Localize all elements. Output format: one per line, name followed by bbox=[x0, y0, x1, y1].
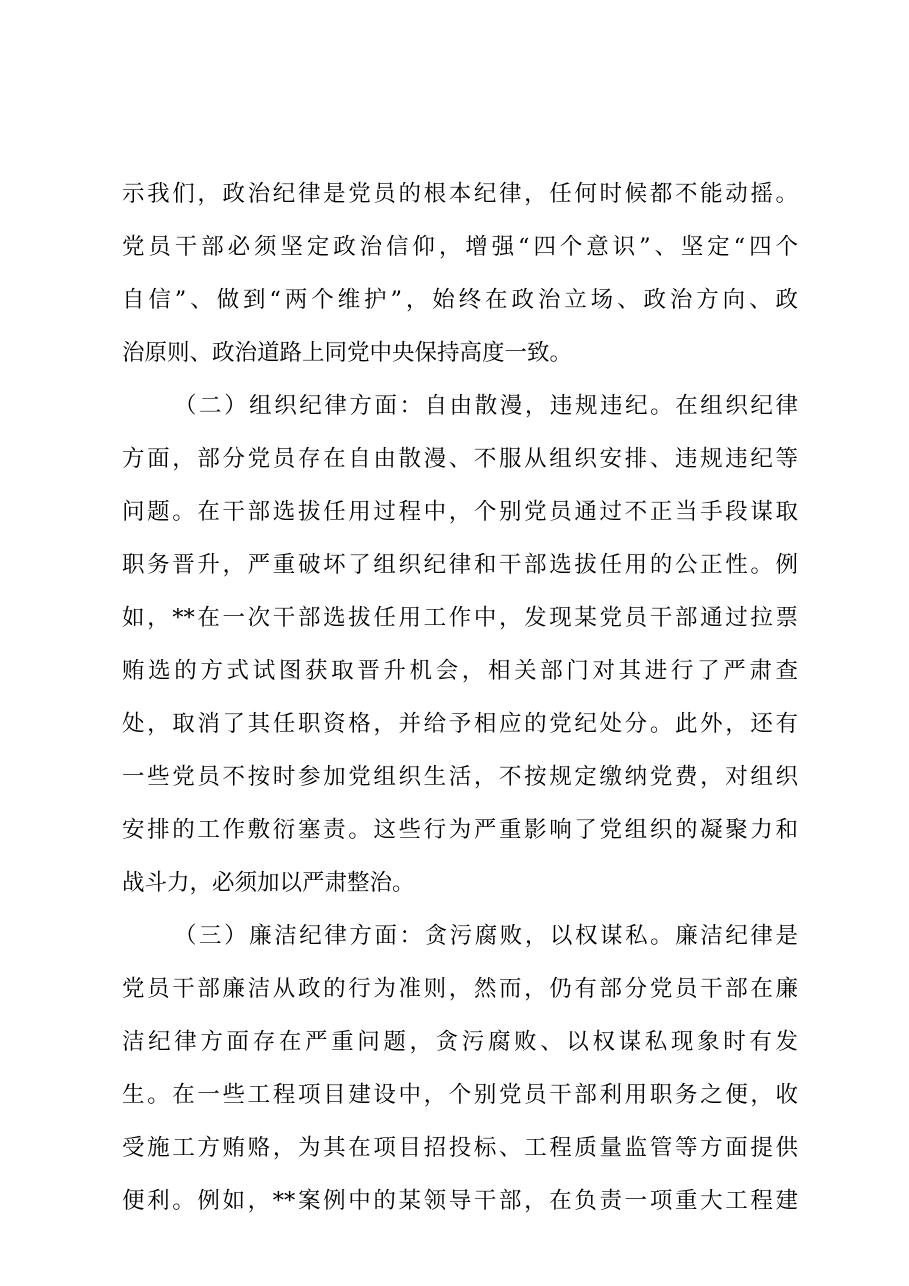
text-line: 生。在一些工程项目建设中，个别党员干部利用职务之便，收 bbox=[122, 1082, 798, 1108]
text-line: 处，取消了其任职资格，并给予相应的党纪处分。此外，还有 bbox=[122, 711, 798, 737]
text-line: 党员干部廉洁从政的行为准则，然而，仍有部分党员干部在廉 bbox=[122, 976, 798, 1002]
text-line: 战斗力，必须加以严肃整治。 bbox=[122, 870, 415, 896]
text-line: 示我们，政治纪律是党员的根本纪律，任何时候都不能动摇。 bbox=[122, 181, 798, 207]
text-line: 如，**在一次干部选拔任用工作中，发现某党员干部通过拉票 bbox=[122, 605, 798, 631]
text-line: 问题。在干部选拔任用过程中，个别党员通过不正当手段谋取 bbox=[122, 499, 798, 525]
text-line: 安排的工作敷衍塞责。这些行为严重影响了党组织的凝聚力和 bbox=[122, 817, 798, 843]
text-line: 职务晋升，严重破坏了组织纪律和干部选拔任用的公正性。例 bbox=[122, 552, 798, 578]
text-line: 洁纪律方面存在严重问题，贪污腐败、以权谋私现象时有发 bbox=[122, 1029, 798, 1055]
text-line: 便利。例如，**案例中的某领导干部，在负责一项重大工程建 bbox=[122, 1188, 798, 1214]
text-line: 一些党员不按时参加党组织生活，不按规定缴纳党费，对组织 bbox=[122, 764, 798, 790]
text-line: （三）廉洁纪律方面：贪污腐败，以权谋私。廉洁纪律是 bbox=[174, 923, 798, 949]
text-line: 受施工方贿赂，为其在项目招投标、工程质量监管等方面提供 bbox=[122, 1135, 798, 1161]
text-line: 自信”、做到“两个维护”，始终在政治立场、政治方向、政 bbox=[122, 287, 798, 313]
text-line: 治原则、政治道路上同党中央保持高度一致。 bbox=[122, 340, 573, 366]
text-line: 方面，部分党员存在自由散漫、不服从组织安排、违规违纪等 bbox=[122, 446, 798, 472]
text-line: 贿选的方式试图获取晋升机会，相关部门对其进行了严肃查 bbox=[122, 658, 798, 684]
text-line: 党员干部必须坚定政治信仰，增强“四个意识”、坚定“四个 bbox=[122, 234, 798, 260]
document-body bbox=[122, 168, 798, 1228]
text-line: （二）组织纪律方面：自由散漫，违规违纪。在组织纪律 bbox=[174, 393, 798, 419]
